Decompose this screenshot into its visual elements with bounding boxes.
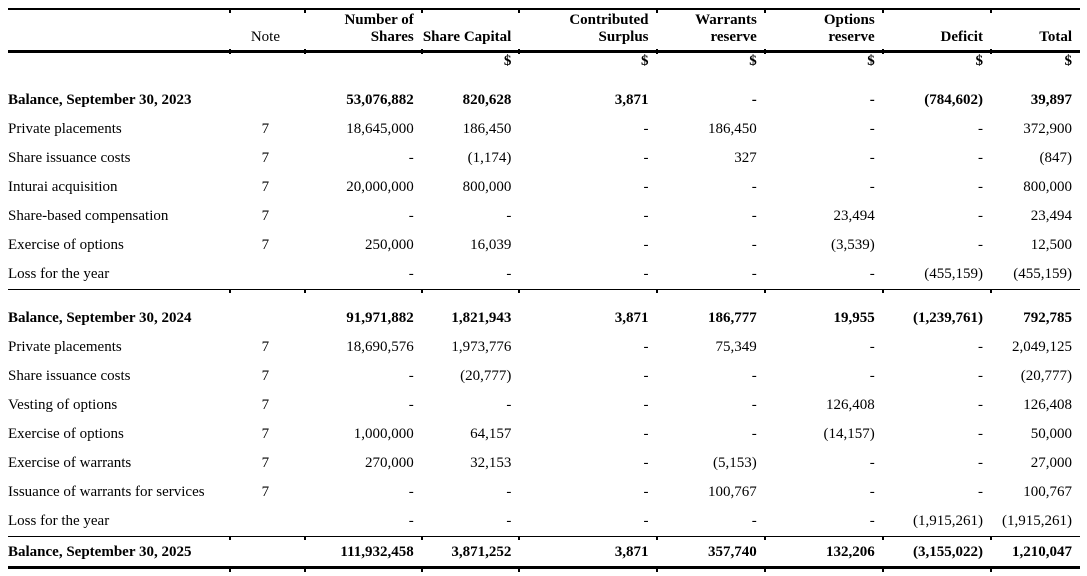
cell-options_reserve: (14,157) — [823, 426, 875, 442]
table-row — [8, 260, 1080, 290]
cell-warrants_reserve: 75,349 — [715, 339, 757, 355]
cell-share_capital: 800,000 — [462, 179, 512, 195]
cell-note: 7 — [261, 368, 270, 384]
cell-label: Balance, September 30, 2025 — [8, 537, 230, 568]
currency-cell-shares — [305, 52, 422, 73]
cell-contributed_surplus: - — [519, 507, 656, 537]
cell-options_reserve: - — [869, 339, 875, 355]
spacer-row — [8, 72, 1080, 86]
cell-contributed_surplus: - — [643, 484, 649, 500]
cell-label: Loss for the year — [8, 260, 230, 290]
cell-shares: - — [408, 397, 414, 413]
cell-share_capital: - — [422, 507, 520, 537]
cell-total: 792,785 — [1023, 310, 1072, 326]
cell-warrants_reserve: - — [751, 368, 757, 384]
cell-share_capital: (20,777) — [460, 368, 512, 384]
cell-share_capital: (1,174) — [467, 150, 512, 166]
table-row — [8, 173, 1080, 202]
cell-total: 2,049,125 — [1012, 339, 1072, 355]
table-row — [8, 333, 1080, 362]
cell-label: Balance, September 30, 2024 — [8, 310, 192, 326]
spacer-row — [8, 290, 1080, 305]
header-row — [8, 9, 1080, 52]
cell-note — [230, 86, 305, 115]
column-header-share_capital: Share Capital — [422, 9, 520, 52]
cell-warrants_reserve: - — [751, 426, 757, 442]
table-row — [8, 231, 1080, 260]
cell-shares: 111,932,458 — [305, 537, 422, 568]
cell-shares: 20,000,000 — [346, 179, 414, 195]
cell-shares: 53,076,882 — [346, 92, 414, 108]
cell-deficit: (455,159) — [883, 260, 991, 290]
cell-options_reserve: 126,408 — [825, 397, 875, 413]
currency-cell-share_capital: $ — [503, 53, 512, 69]
cell-contributed_surplus: - — [643, 339, 649, 355]
currency-cell-deficit: $ — [975, 53, 983, 69]
column-header-warrants_reserve: Warrants reserve — [657, 9, 765, 52]
cell-label: Inturai acquisition — [8, 179, 118, 195]
cell-shares: - — [305, 507, 422, 537]
table-row — [8, 202, 1080, 231]
cell-label: Exercise of options — [8, 426, 124, 442]
balance-row — [8, 304, 1080, 333]
cell-share_capital: 64,157 — [470, 426, 512, 442]
table-row — [8, 144, 1080, 173]
cell-label: Issuance of warrants for services — [8, 484, 205, 500]
column-header-options_reserve: Options reserve — [765, 9, 883, 52]
column-header-total: Total — [991, 9, 1080, 52]
cell-shares: 18,690,576 — [346, 339, 414, 355]
cell-deficit: - — [977, 339, 983, 355]
cell-share_capital: 1,973,776 — [451, 339, 512, 355]
cell-total: 12,500 — [1030, 237, 1072, 253]
table-body — [8, 72, 1080, 568]
cell-options_reserve: 23,494 — [833, 208, 875, 224]
cell-options_reserve: - — [869, 484, 875, 500]
table-row — [8, 420, 1080, 449]
cell-share_capital: 32,153 — [470, 455, 512, 471]
cell-total: 23,494 — [1030, 208, 1072, 224]
cell-share_capital: - — [506, 397, 512, 413]
cell-deficit: - — [977, 150, 983, 166]
cell-warrants_reserve: 186,450 — [708, 121, 757, 137]
cell-note: 7 — [261, 208, 270, 224]
cell-options_reserve: - — [869, 179, 875, 195]
cell-options_reserve: - — [869, 121, 875, 137]
cell-warrants_reserve: 327 — [734, 150, 757, 166]
currency-cell-options_reserve: $ — [867, 53, 875, 69]
currency-cell-note — [230, 52, 305, 73]
cell-total: 50,000 — [1030, 426, 1072, 442]
cell-deficit: (3,155,022) — [883, 537, 991, 568]
cell-note — [230, 304, 305, 333]
cell-warrants_reserve: - — [751, 237, 757, 253]
cell-note: 7 — [261, 455, 270, 471]
cell-total: 100,767 — [1023, 484, 1072, 500]
cell-label: Share-based compensation — [8, 208, 169, 224]
cell-contributed_surplus: - — [643, 208, 649, 224]
cell-label: Exercise of warrants — [8, 455, 132, 471]
cell-contributed_surplus: - — [643, 150, 649, 166]
cell-shares: 18,645,000 — [346, 121, 414, 137]
cell-deficit: - — [977, 121, 983, 137]
cell-deficit: - — [977, 455, 983, 471]
cell-deficit: (1,915,261) — [883, 507, 991, 537]
cell-contributed_surplus: - — [643, 426, 649, 442]
table-row — [8, 478, 1080, 507]
cell-note: 7 — [261, 121, 270, 137]
cell-deficit: - — [977, 237, 983, 253]
cell-share_capital: 16,039 — [470, 237, 512, 253]
column-header-deficit: Deficit — [883, 9, 991, 52]
cell-options_reserve: (3,539) — [830, 237, 875, 253]
column-header-shares: Number of Shares — [305, 9, 422, 52]
currency-cell-warrants_reserve: $ — [749, 53, 757, 69]
cell-label: Vesting of options — [8, 397, 118, 413]
table-row — [8, 449, 1080, 478]
cell-contributed_surplus: - — [643, 455, 649, 471]
cell-label: Private placements — [8, 339, 122, 355]
cell-warrants_reserve: - — [751, 397, 757, 413]
cell-total: 372,900 — [1023, 121, 1072, 137]
table-header — [8, 9, 1080, 72]
cell-warrants_reserve: - — [751, 208, 757, 224]
cell-shares: 250,000 — [365, 237, 414, 253]
cell-contributed_surplus: - — [643, 237, 649, 253]
cell-shares: 1,000,000 — [353, 426, 414, 442]
cell-shares: 270,000 — [365, 455, 414, 471]
cell-deficit: (1,239,761) — [912, 310, 983, 326]
cell-contributed_surplus: 3,871 — [614, 92, 649, 108]
cell-total: (20,777) — [1020, 368, 1072, 384]
cell-options_reserve: - — [765, 260, 883, 290]
cell-shares: - — [408, 368, 414, 384]
balance-row — [8, 86, 1080, 115]
cell-shares: 91,971,882 — [346, 310, 414, 326]
cell-shares: - — [408, 150, 414, 166]
cell-deficit: - — [977, 484, 983, 500]
balance-row — [8, 537, 1080, 568]
cell-options_reserve: 19,955 — [833, 310, 875, 326]
column-header-contributed_surplus: Contributed Surplus — [519, 9, 656, 52]
table-row — [8, 115, 1080, 144]
cell-share_capital: - — [506, 484, 512, 500]
cell-deficit: - — [977, 397, 983, 413]
column-header-label — [8, 9, 230, 52]
cell-label: Exercise of options — [8, 237, 124, 253]
cell-contributed_surplus: - — [643, 179, 649, 195]
cell-contributed_surplus: - — [643, 397, 649, 413]
cell-total: 1,210,047 — [991, 537, 1080, 568]
currency-cell-label — [8, 52, 230, 73]
cell-contributed_surplus: - — [643, 121, 649, 137]
cell-shares: - — [408, 484, 414, 500]
cell-note: 7 — [261, 179, 270, 195]
cell-deficit: - — [977, 426, 983, 442]
cell-share_capital: 820,628 — [462, 92, 512, 108]
cell-options_reserve: - — [765, 507, 883, 537]
cell-contributed_surplus: 3,871 — [614, 310, 649, 326]
cell-options_reserve: 132,206 — [765, 537, 883, 568]
cell-warrants_reserve: - — [657, 507, 765, 537]
cell-contributed_surplus: 3,871 — [519, 537, 656, 568]
cell-contributed_surplus: - — [643, 368, 649, 384]
cell-warrants_reserve: - — [751, 179, 757, 195]
cell-total: 27,000 — [1030, 455, 1072, 471]
cell-total: 800,000 — [1023, 179, 1072, 195]
currency-row — [8, 52, 1080, 73]
cell-deficit: (784,602) — [924, 92, 983, 108]
cell-share_capital: - — [422, 260, 520, 290]
cell-note: 7 — [261, 397, 270, 413]
cell-total: 39,897 — [1030, 92, 1072, 108]
cell-warrants_reserve: - — [657, 260, 765, 290]
cell-label: Loss for the year — [8, 507, 230, 537]
cell-deficit: - — [977, 179, 983, 195]
cell-label: Private placements — [8, 121, 122, 137]
currency-cell-total: $ — [1064, 53, 1072, 69]
cell-total: (1,915,261) — [991, 507, 1080, 537]
cell-label: Balance, September 30, 2023 — [8, 92, 192, 108]
cell-note: 7 — [261, 237, 270, 253]
cell-note: 7 — [261, 339, 270, 355]
cell-options_reserve: - — [869, 150, 875, 166]
cell-shares: - — [408, 208, 414, 224]
cell-warrants_reserve: 357,740 — [657, 537, 765, 568]
cell-note — [230, 507, 305, 537]
cell-note: 7 — [261, 150, 270, 166]
cell-share_capital: - — [506, 208, 512, 224]
cell-note: 7 — [261, 426, 270, 442]
cell-share_capital: 3,871,252 — [422, 537, 520, 568]
cell-options_reserve: - — [869, 92, 875, 108]
cell-note — [230, 260, 305, 290]
cell-warrants_reserve: 100,767 — [708, 484, 757, 500]
cell-contributed_surplus: - — [519, 260, 656, 290]
cell-note: 7 — [261, 484, 270, 500]
cell-warrants_reserve: 186,777 — [708, 310, 757, 326]
column-header-note: Note — [230, 9, 305, 52]
currency-cell-contributed_surplus: $ — [641, 53, 649, 69]
cell-options_reserve: - — [869, 455, 875, 471]
cell-total: (455,159) — [991, 260, 1080, 290]
cell-shares: - — [305, 260, 422, 290]
cell-warrants_reserve: (5,153) — [713, 455, 757, 471]
cell-deficit: - — [977, 208, 983, 224]
table-row — [8, 362, 1080, 391]
equity-statement-table — [8, 8, 1080, 569]
cell-share_capital: 1,821,943 — [451, 310, 512, 326]
cell-options_reserve: - — [869, 368, 875, 384]
cell-total: (847) — [1039, 150, 1072, 166]
table-row — [8, 507, 1080, 537]
cell-deficit: - — [977, 368, 983, 384]
cell-total: 126,408 — [1023, 397, 1072, 413]
cell-label: Share issuance costs — [8, 150, 131, 166]
cell-label: Share issuance costs — [8, 368, 131, 384]
cell-warrants_reserve: - — [751, 92, 757, 108]
cell-note — [230, 537, 305, 568]
cell-share_capital: 186,450 — [462, 121, 512, 137]
table-row — [8, 391, 1080, 420]
